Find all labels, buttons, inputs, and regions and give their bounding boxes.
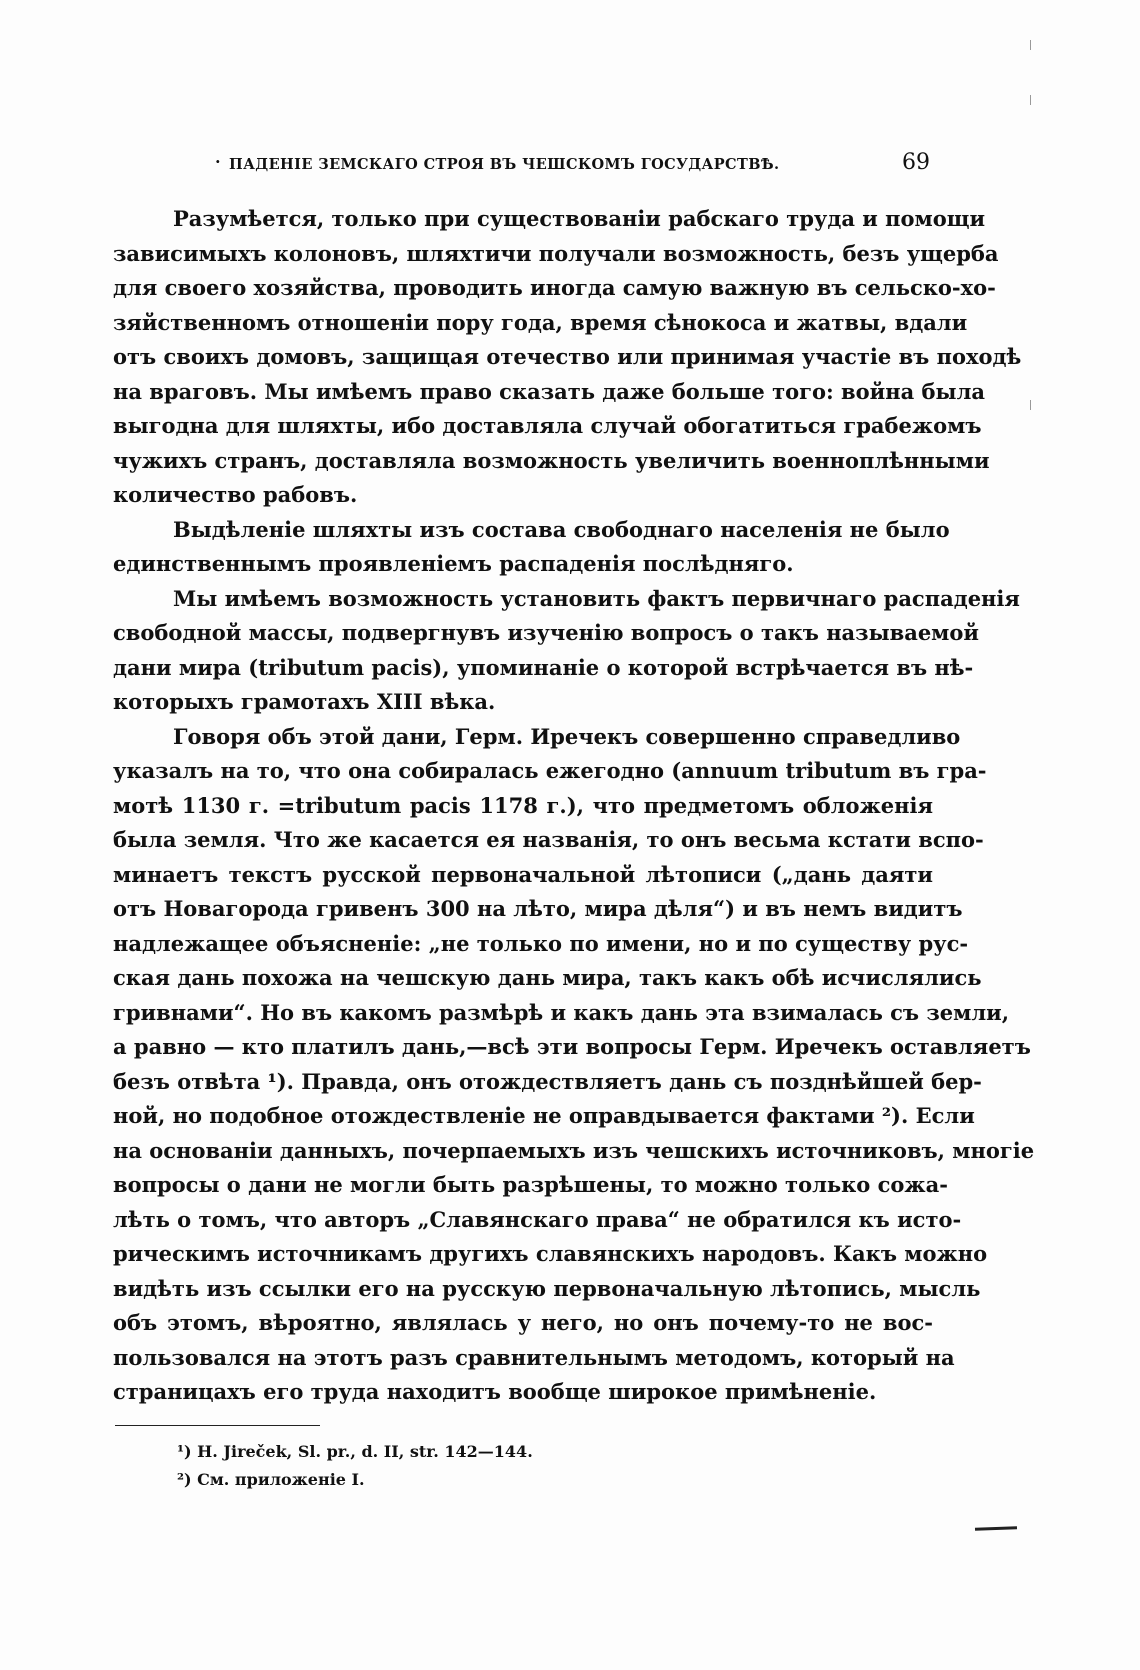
- text-line: гривнами“. Но въ какомъ размѣрѣ и какъ дань эта взималась съ земли,: [113, 999, 1010, 1025]
- text-line: была земля. Что же касается ея названія, то онъ весьма кстати вспо-: [113, 827, 984, 852]
- footnote-mark: ¹): [177, 1442, 192, 1461]
- text-line: Мы имѣемъ возможность установить фактъ первичнаго распаденія: [173, 585, 1020, 611]
- text-line: безъ отвѣта ¹). Правда, онъ отождествляетъ дань съ позднѣйшей бер-: [113, 1068, 982, 1094]
- header-title: ПАДЕНІЕ ЗЕМСКАГО СТРОЯ ВЪ ЧЕШСКОМЪ ГОСУДАРСТВѢ.: [229, 156, 780, 173]
- text-line: количество рабовъ.: [113, 482, 358, 507]
- text-line: Говоря объ этой дани, Герм. Иречекъ совершенно справедливо: [173, 723, 961, 749]
- footnote-text: См. приложеніе I.: [197, 1470, 365, 1489]
- text-line: указалъ на то, что она собиралась ежегодно (annuum tributum въ гра-: [113, 758, 987, 783]
- footnote-mark: ²): [177, 1470, 192, 1489]
- text-line: на основаніи данныхъ, почерпаемыхъ изъ чешскихъ источниковъ, многіе: [113, 1137, 1035, 1163]
- text-line: минаетъ текстъ русской первоначальной лѣтописи („дань даяти: [113, 861, 933, 887]
- text-line: Выдѣленіе шляхты изъ состава свободнаго населенія не было: [173, 516, 950, 542]
- body-text: [113, 202, 1035, 1410]
- text-line: на враговъ. Мы имѣемъ право сказать даже больше того: война была: [113, 378, 985, 404]
- text-line: единственнымъ проявленіемъ распаденія послѣдняго.: [113, 551, 794, 576]
- text-line: ская дань похожа на чешскую дань мира, такъ какъ обѣ исчислялись: [113, 965, 982, 990]
- text-line: дани мира (tributum pacis), упоминаніе о которой встрѣчается въ нѣ-: [113, 654, 974, 680]
- text-line: отъ своихъ домовъ, защищая отечество или принимая участіе въ походѣ: [113, 344, 1022, 369]
- footnotes: [177, 1438, 533, 1494]
- header-dot: ·: [215, 152, 221, 171]
- text-line: надлежащее объясненіе: „не только по имени, но и по существу рус-: [113, 930, 969, 956]
- text-line: вопросы о дани не могли быть разрѣшены, то можно только сожа-: [113, 1172, 948, 1197]
- text-line: чужихъ странъ, доставляла возможность увеличить военноплѣнными: [113, 447, 990, 473]
- footnote-text: H. Jireček, Sl. pr., d. II, str. 142—144.: [197, 1442, 533, 1461]
- text-line: пользовался на этотъ разъ сравнительнымъ методомъ, который на: [113, 1344, 955, 1370]
- text-line: которыхъ грамотахъ XIII вѣка.: [113, 689, 496, 714]
- text-line: для своего хозяйства, проводить иногда самую важную въ сельско-хо-: [113, 275, 996, 300]
- text-line: ной, но подобное отождествленіе не оправдывается фактами ²). Если: [113, 1103, 975, 1128]
- text-line: Разумѣется, только при существованіи рабскаго труда и помощи: [173, 206, 986, 231]
- text-line: зависимыхъ колоновъ, шляхтичи получали возможность, безъ ущерба: [113, 240, 999, 266]
- text-line: а равно — кто платилъ дань,—всѣ эти вопросы Герм. Иречекъ оставляетъ: [113, 1034, 1031, 1059]
- text-line: отъ Новагорода гривенъ 300 на лѣто, мира дѣля“) и въ немъ видитъ: [113, 896, 963, 921]
- text-line: видѣть изъ ссылки его на русскую первоначальную лѣтопись, мысль: [113, 1275, 981, 1301]
- text-line: лѣть о томъ, что авторъ „Славянскаго права“ не обратился къ исто-: [113, 1206, 962, 1232]
- footnote-1: [177, 1438, 533, 1466]
- scan-edge-mark-middle: [1030, 400, 1031, 410]
- scan-edge-mark-upper: [1030, 95, 1031, 105]
- running-header: [215, 150, 930, 182]
- text-line: объ этомъ, вѣроятно, являлась у него, но онъ почему-то не вос-: [113, 1310, 933, 1335]
- page-number: 69: [902, 150, 930, 175]
- scan-edge-mark-bottom: [975, 1526, 1017, 1530]
- text-line: рическимъ источникамъ другихъ славянскихъ народовъ. Какъ можно: [113, 1241, 988, 1266]
- text-line: выгодна для шляхты, ибо доставляла случай обогатиться грабежомъ: [113, 413, 982, 438]
- text-line: мотѣ 1130 г. =tributum pacis 1178 г.), что предметомъ обложенія: [113, 792, 933, 818]
- text-line: зяйственномъ отношеніи пору года, время сѣнокоса и жатвы, вдали: [113, 309, 968, 335]
- footnote-2: [177, 1466, 533, 1494]
- text-line: страницахъ его труда находитъ вообще широкое примѣненіе.: [113, 1379, 877, 1404]
- scan-edge-mark-top: [1030, 40, 1031, 50]
- footnote-divider: [115, 1425, 320, 1426]
- text-line: свободной массы, подвергнувъ изученію вопросъ о такъ называемой: [113, 620, 980, 645]
